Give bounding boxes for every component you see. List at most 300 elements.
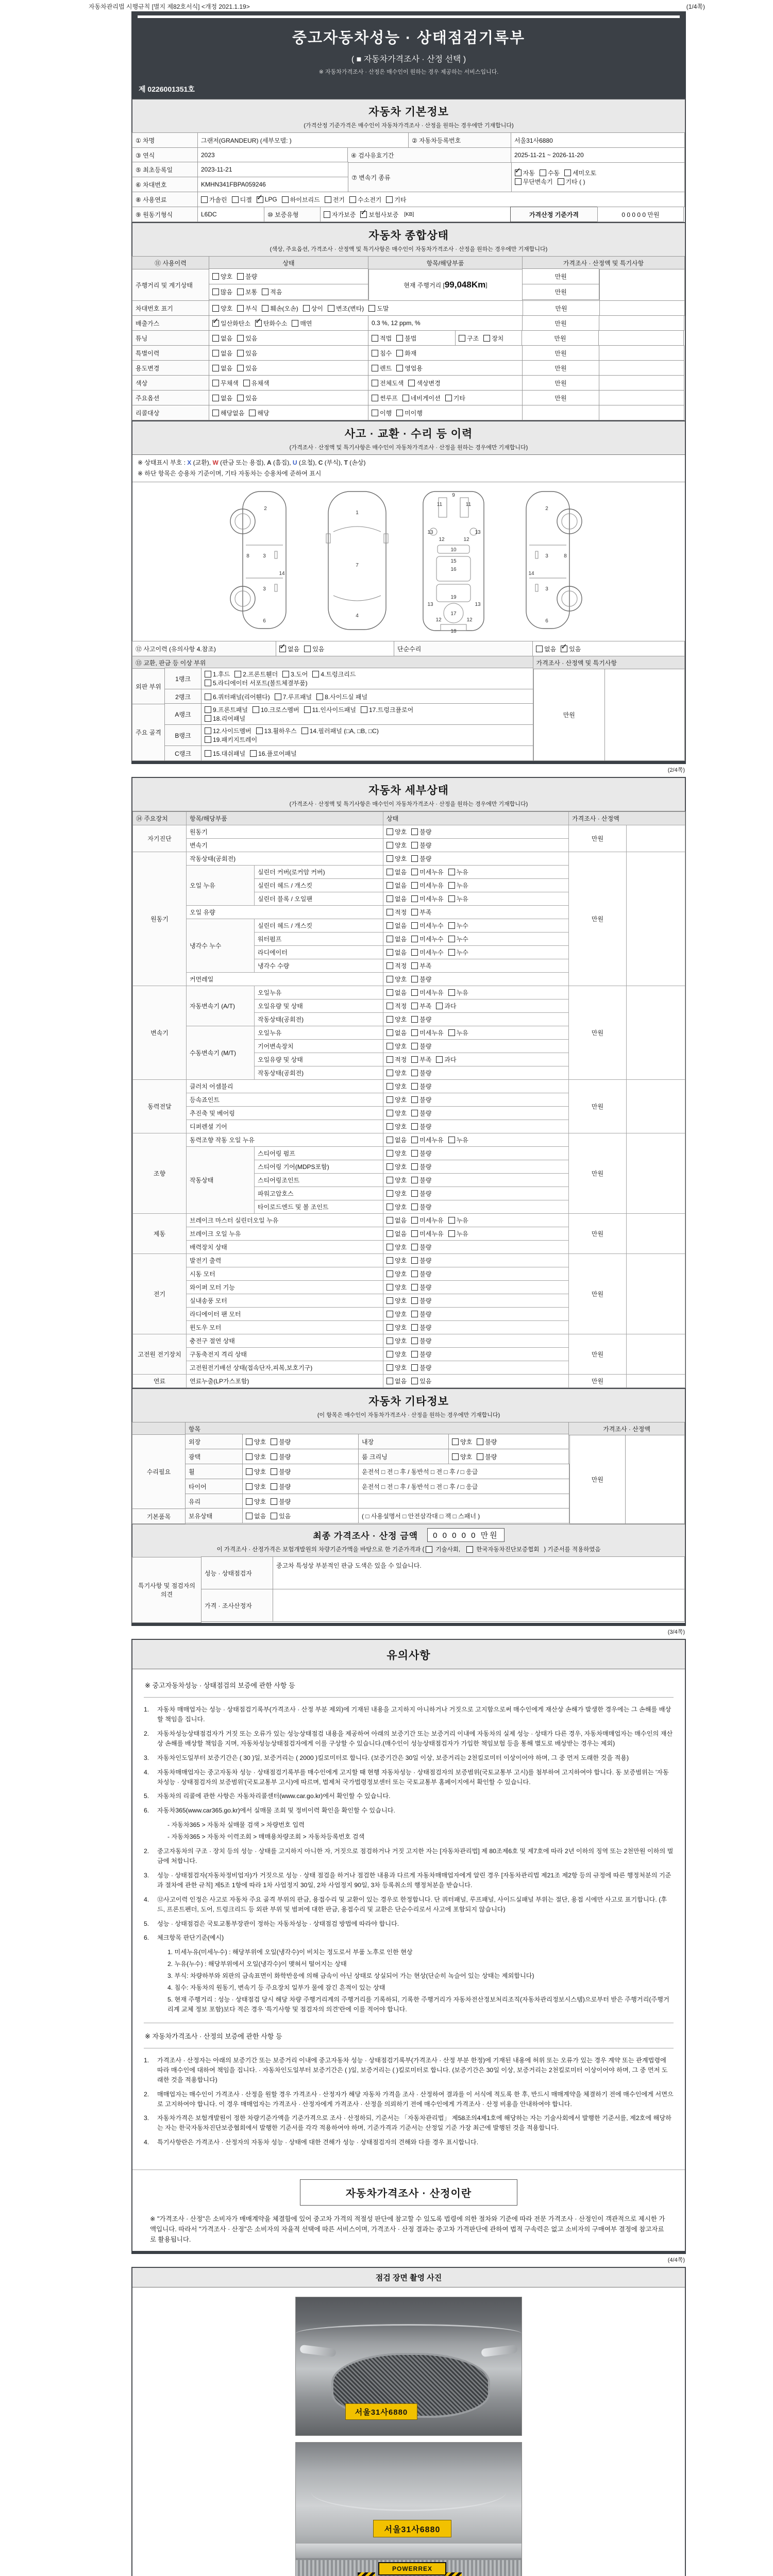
row-label: 차대번호 표기 (132, 300, 209, 316)
checkbox[interactable] (411, 1177, 418, 1183)
diagram-shape (333, 527, 381, 532)
checkbox[interactable] (448, 936, 455, 942)
item-label: 고전원전기배선 상태(접속단자,피복,보호기구) (187, 1361, 383, 1375)
rank-name: C랭크 (164, 745, 201, 761)
checkbox-option (246, 1497, 266, 1506)
checkbox[interactable] (411, 1003, 418, 1009)
checkbox-option (386, 975, 407, 984)
checkbox[interactable] (372, 335, 378, 342)
rank-name: 1랭크 (164, 668, 201, 689)
option-label: 16.플로어패널 (258, 750, 297, 757)
checkbox[interactable] (205, 706, 211, 713)
field-label: ② 자동차등록번호 (408, 132, 511, 148)
checkbox-option (205, 726, 251, 735)
checkbox[interactable] (445, 395, 452, 401)
checkbox[interactable] (246, 1483, 253, 1490)
section-detail-condition (131, 777, 686, 1389)
checkbox[interactable] (292, 320, 298, 327)
table-row (165, 724, 534, 746)
checkbox[interactable] (246, 1513, 253, 1519)
checkbox[interactable] (325, 196, 331, 203)
checkbox[interactable] (271, 1513, 277, 1519)
checkbox[interactable] (564, 170, 571, 176)
checkbox[interactable] (411, 828, 418, 835)
price-cell: 만원 (569, 1254, 627, 1334)
checkbox[interactable] (411, 1096, 418, 1103)
checkbox[interactable] (386, 882, 393, 889)
checkbox[interactable] (411, 1257, 418, 1264)
checkbox[interactable] (411, 1378, 418, 1384)
checkbox[interactable] (386, 1029, 393, 1036)
checkbox[interactable] (483, 335, 490, 342)
state-options (383, 1040, 569, 1053)
option-label: 불량 (279, 1498, 291, 1505)
etc-extra: 운전석 □ 전 □ 후 / 동반석 □ 전 □ 후 / □ 응급 (358, 1464, 569, 1479)
sub-item-label: 실린더 블록 / 오일팬 (255, 892, 383, 906)
checkbox[interactable] (386, 1204, 393, 1210)
checkbox[interactable] (205, 727, 211, 734)
checkbox[interactable] (386, 1110, 393, 1116)
parts-options (368, 390, 523, 405)
checkbox[interactable] (249, 410, 256, 416)
checkbox[interactable] (386, 1177, 393, 1183)
checkbox[interactable] (372, 365, 378, 371)
checkbox[interactable] (408, 380, 415, 386)
checkbox[interactable] (411, 936, 418, 942)
checkbox[interactable] (386, 1351, 393, 1358)
option-label: 불량 (419, 855, 432, 862)
checkbox[interactable] (246, 1498, 253, 1505)
checkbox[interactable] (271, 1483, 277, 1490)
section-subtitle: (색상, 주요옵션, 가격조사 · 산정액 및 특기사항은 매수인이 자동차가격조사 · 산정을 원하는 경우에만 기재합니다) (270, 246, 548, 252)
device-group-label: 고전원 전기장치 (133, 1334, 187, 1375)
checkbox[interactable] (237, 350, 244, 357)
checkbox[interactable] (212, 273, 219, 280)
checkbox[interactable] (386, 1284, 393, 1291)
checkbox[interactable] (212, 365, 219, 371)
checkbox[interactable] (448, 869, 455, 875)
page-divider-bar (131, 761, 686, 764)
checkbox[interactable] (411, 1150, 418, 1157)
checkbox[interactable] (411, 989, 418, 996)
option-label: 없음 (395, 922, 407, 929)
table-row (523, 268, 600, 284)
checkbox[interactable] (212, 335, 219, 342)
detail-heading (132, 778, 685, 811)
checkbox[interactable] (411, 1070, 418, 1076)
checkbox[interactable] (386, 1217, 393, 1224)
checkbox-option (411, 1162, 431, 1171)
checkbox[interactable] (304, 646, 311, 652)
checkbox[interactable] (386, 842, 393, 849)
checkbox[interactable] (558, 178, 564, 185)
checkbox[interactable] (205, 693, 211, 700)
checkbox[interactable] (328, 305, 334, 312)
diagram-part-number: 19 (450, 595, 457, 600)
option-label: 18.리어패널 (213, 715, 246, 722)
option-label: 누수 (456, 922, 468, 929)
option-label: 과다 (444, 1002, 457, 1010)
checkbox[interactable] (477, 1453, 483, 1460)
checkbox[interactable] (237, 365, 244, 371)
notice-item-number: 2. (144, 1848, 149, 1855)
checkbox[interactable] (271, 1498, 277, 1505)
checkbox[interactable] (237, 305, 244, 312)
checkbox[interactable] (411, 1204, 418, 1210)
notice-item-text: 특기사항란은 가격조사 · 산정자의 자동차 성능 · 상태에 대한 견해가 성능 · 상태점검자의 견해와 다를 경우 표시합니다. (157, 2139, 479, 2146)
checkbox[interactable] (386, 922, 393, 929)
notice-item (144, 2056, 674, 2085)
checkbox[interactable] (386, 1364, 393, 1371)
checkbox[interactable] (386, 1056, 393, 1063)
checkbox[interactable] (205, 680, 211, 686)
table-row (132, 269, 685, 301)
checkbox[interactable] (411, 922, 418, 929)
checkbox[interactable] (255, 320, 262, 327)
checkbox[interactable] (515, 170, 522, 176)
checkbox[interactable] (411, 1364, 418, 1371)
section-photos (131, 2267, 686, 2576)
checkbox[interactable] (386, 869, 393, 875)
option-label: 불량 (419, 1257, 432, 1264)
checkbox[interactable] (205, 671, 211, 677)
state-options (383, 1227, 569, 1241)
checkbox[interactable] (271, 1453, 277, 1460)
checkbox[interactable] (411, 855, 418, 862)
checkbox[interactable] (271, 1438, 277, 1445)
checkbox[interactable] (386, 1070, 393, 1076)
checkbox[interactable] (386, 1137, 393, 1143)
legend-code: X (187, 459, 192, 466)
checkbox-option (411, 894, 443, 903)
checkbox[interactable] (477, 1438, 483, 1445)
option-label: 불량 (279, 1438, 291, 1446)
checkbox[interactable] (386, 1244, 393, 1250)
checkbox[interactable] (205, 736, 211, 743)
checkbox[interactable] (386, 855, 393, 862)
checkbox[interactable] (411, 949, 418, 956)
option-label: 하이브리드 (290, 196, 320, 204)
etc-rows (132, 1435, 570, 1524)
checkbox[interactable] (448, 895, 455, 902)
checkbox[interactable] (411, 1083, 418, 1090)
checkbox[interactable] (237, 289, 244, 295)
table-row (132, 405, 685, 420)
checkbox[interactable] (301, 727, 308, 734)
checkbox[interactable] (396, 335, 403, 342)
checkbox[interactable] (411, 1297, 418, 1304)
headlight-left (299, 2345, 336, 2357)
option-label: 있음 (245, 334, 258, 342)
vehicle-diagram (132, 482, 685, 641)
checkbox[interactable] (411, 1029, 418, 1036)
checkbox-option (515, 177, 553, 186)
odometer-cell (368, 269, 523, 301)
checkbox-option (325, 195, 345, 204)
checkbox[interactable] (257, 196, 263, 203)
checkbox[interactable] (232, 196, 239, 203)
checkbox[interactable] (448, 882, 455, 889)
checkbox[interactable] (303, 305, 310, 312)
checkbox[interactable] (411, 882, 418, 889)
checkbox[interactable] (411, 976, 418, 982)
checkbox[interactable] (411, 1270, 418, 1277)
checkbox[interactable] (448, 922, 455, 929)
checkbox[interactable] (386, 1378, 393, 1384)
checkbox[interactable] (243, 380, 250, 386)
checkbox[interactable] (205, 750, 211, 757)
checkbox[interactable] (212, 395, 219, 401)
checkbox[interactable] (386, 1297, 393, 1304)
legend-desc: (흠집), (271, 459, 293, 466)
checkbox[interactable] (212, 320, 219, 327)
checkbox[interactable] (275, 693, 281, 700)
checkbox[interactable] (386, 989, 393, 996)
checkbox[interactable] (396, 350, 403, 357)
diagram-shape (230, 492, 286, 629)
checkbox[interactable] (411, 869, 418, 875)
checkbox[interactable] (436, 1056, 443, 1063)
notice-item-number: 4. (144, 1768, 149, 1776)
checkbox[interactable] (237, 395, 244, 401)
checkbox[interactable] (212, 410, 219, 416)
checkbox[interactable] (256, 727, 263, 734)
checkbox[interactable] (372, 350, 378, 357)
price-cell: 만원 (569, 1435, 626, 1524)
table-row (132, 641, 685, 656)
rank-rows (132, 669, 534, 761)
option-label: 미세누유 (419, 989, 444, 996)
checkbox[interactable] (304, 706, 311, 713)
checkbox[interactable] (386, 1096, 393, 1103)
checkbox[interactable] (386, 1123, 393, 1130)
checkbox[interactable] (386, 1083, 393, 1090)
etc-row-label: 타이어 (185, 1479, 243, 1494)
checkbox[interactable] (448, 1137, 455, 1143)
state-options (383, 1187, 569, 1200)
checkbox[interactable] (372, 395, 378, 401)
checkbox[interactable] (466, 1546, 473, 1553)
row-label: 주요옵션 (132, 390, 209, 405)
price-cell: 만원 (533, 669, 605, 761)
checkbox[interactable] (386, 1043, 393, 1049)
checkbox[interactable] (360, 211, 367, 218)
table-row (201, 1589, 685, 1622)
checkbox[interactable] (386, 895, 393, 902)
checkbox[interactable] (515, 178, 522, 185)
checkbox[interactable] (282, 671, 289, 677)
checkbox[interactable] (237, 335, 244, 342)
checkbox[interactable] (411, 1324, 418, 1331)
checkbox-option (448, 881, 468, 890)
checkbox[interactable] (386, 196, 393, 203)
checkbox[interactable] (361, 706, 367, 713)
option-label: 불량 (419, 1270, 432, 1278)
checkbox-option (411, 1229, 443, 1238)
checkbox[interactable] (386, 949, 393, 956)
notice-item-number: 2. (144, 2090, 149, 2098)
rank-item-line (205, 670, 530, 679)
checkbox-option (386, 1109, 407, 1117)
checkbox[interactable] (402, 395, 409, 401)
checkbox[interactable] (237, 273, 244, 280)
option-label: 불량 (419, 1149, 432, 1157)
option-label: 색상변경 (416, 379, 441, 387)
checkbox[interactable] (212, 289, 219, 295)
checkbox[interactable] (234, 671, 241, 677)
checkbox[interactable] (436, 1003, 443, 1009)
checkbox[interactable] (386, 962, 393, 969)
diagram-part-number: 17 (450, 611, 457, 617)
checkbox-option (448, 1229, 468, 1238)
checkbox[interactable] (540, 170, 546, 176)
checkbox[interactable] (411, 1110, 418, 1116)
checkbox[interactable] (536, 646, 543, 652)
notes-cell (599, 300, 685, 316)
checkbox[interactable] (448, 949, 455, 956)
state-options (383, 1013, 569, 1026)
checkbox[interactable] (262, 305, 268, 312)
checkbox-option (411, 841, 431, 850)
checkbox[interactable] (386, 1270, 393, 1277)
checkbox[interactable] (316, 693, 323, 700)
checkbox-option (386, 854, 407, 863)
checkbox[interactable] (271, 1468, 277, 1475)
option-label: 양호 (254, 1468, 266, 1476)
state-options (383, 1334, 569, 1348)
checkbox[interactable] (411, 1190, 418, 1197)
checkbox[interactable] (386, 936, 393, 942)
checkbox[interactable] (452, 1453, 459, 1460)
checkbox[interactable] (448, 1217, 455, 1224)
item-label: 원동기 (187, 825, 383, 839)
checkbox-option (411, 1002, 431, 1010)
checkbox-option (212, 364, 232, 372)
legend-desc: (요철), (297, 459, 318, 466)
checkbox-option (448, 1216, 468, 1225)
checkbox[interactable] (411, 895, 418, 902)
checkbox[interactable] (386, 828, 393, 835)
final-note-prefix: 이 가격조사 · 산정가격은 보험개발원의 차량기준가액을 바탕으로 한 기준가격과 ( (216, 1547, 425, 1553)
checkbox[interactable] (411, 1043, 418, 1049)
checkbox[interactable] (246, 1453, 253, 1460)
checkbox[interactable] (396, 365, 403, 371)
checkbox[interactable] (459, 335, 465, 342)
checkbox[interactable] (411, 1230, 418, 1237)
checkbox[interactable] (411, 1016, 418, 1023)
checkbox[interactable] (411, 1244, 418, 1250)
checkbox-option (411, 1109, 431, 1117)
checkbox[interactable] (324, 211, 330, 218)
table-row (132, 207, 685, 222)
checkbox[interactable] (386, 1016, 393, 1023)
checkbox[interactable] (411, 909, 418, 916)
checkbox[interactable] (411, 1163, 418, 1170)
checkbox[interactable] (411, 1284, 418, 1291)
checkbox[interactable] (246, 1438, 253, 1445)
checkbox[interactable] (212, 305, 219, 312)
checkbox[interactable] (452, 1438, 459, 1445)
checkbox[interactable] (212, 380, 219, 386)
checkbox[interactable] (396, 410, 403, 416)
notice-item (144, 1919, 674, 1929)
checkbox[interactable] (386, 1003, 393, 1009)
checkbox[interactable] (205, 715, 211, 722)
checkbox[interactable] (386, 909, 393, 916)
checkbox[interactable] (386, 1257, 393, 1264)
sub-item-label: 파워고압호스 (255, 1187, 383, 1200)
simple-repair-options (532, 641, 685, 656)
photo-section-title: 점검 장면 촬영 사진 (132, 2268, 685, 2287)
checkbox-option (386, 1350, 407, 1359)
checkbox[interactable] (282, 196, 289, 203)
checkbox[interactable] (372, 380, 378, 386)
section-accident-history (131, 420, 686, 762)
row-label: 배출가스 (132, 315, 209, 331)
diagram-shape (326, 492, 388, 630)
opinion-label: 특기사항 및 점검자의 의견 (132, 1557, 201, 1623)
checkbox[interactable] (386, 976, 393, 982)
checkbox[interactable] (426, 1546, 432, 1553)
checkbox[interactable] (262, 289, 268, 295)
checkbox[interactable] (372, 410, 378, 416)
checkbox[interactable] (411, 1056, 418, 1063)
checkbox[interactable] (411, 962, 418, 969)
checkbox[interactable] (312, 671, 319, 677)
diagram-part-number: 14 (279, 571, 285, 577)
table-row (132, 345, 685, 361)
checkbox[interactable] (448, 989, 455, 996)
checkbox[interactable] (411, 1123, 418, 1130)
item-label: 수동변속기 (M/T) (187, 1026, 255, 1080)
checkbox[interactable] (386, 1324, 393, 1331)
checkbox[interactable] (246, 1468, 253, 1475)
page-divider-bar (131, 2251, 686, 2254)
rank-name: B랭크 (164, 724, 201, 746)
checkbox[interactable] (201, 196, 208, 203)
checkbox[interactable] (411, 1337, 418, 1344)
checkbox[interactable] (386, 1163, 393, 1170)
checkbox[interactable] (279, 646, 286, 652)
checkbox[interactable] (386, 1230, 393, 1237)
checkbox[interactable] (253, 706, 259, 713)
option-label: 부족 (419, 962, 432, 970)
checkbox[interactable] (250, 750, 257, 757)
checkbox-option (243, 379, 270, 387)
checkbox[interactable] (386, 1337, 393, 1344)
checkbox[interactable] (349, 196, 356, 203)
etc-row-label: 보유상태 (185, 1508, 243, 1523)
checkbox[interactable] (411, 1137, 418, 1143)
detail-table (132, 811, 685, 1388)
checkbox[interactable] (411, 1311, 418, 1317)
checkbox[interactable] (411, 1351, 418, 1358)
checkbox[interactable] (448, 1029, 455, 1036)
checkbox-option (386, 921, 407, 930)
checkbox[interactable] (561, 646, 567, 652)
checkbox[interactable] (386, 1190, 393, 1197)
checkbox[interactable] (212, 350, 219, 357)
checkbox[interactable] (386, 1150, 393, 1157)
checkbox[interactable] (411, 842, 418, 849)
checkbox-option (212, 409, 244, 417)
checkbox[interactable] (448, 1230, 455, 1237)
option-label: 훼손(오손) (270, 304, 298, 312)
notice-sub-item: 4. 침수: 자동차의 원동기, 변속기 등 주요장치 일부가 물에 잠긴 흔적이 있는 상태 (167, 1984, 385, 1992)
checkbox[interactable] (386, 1311, 393, 1317)
checkbox[interactable] (411, 1217, 418, 1224)
checkbox[interactable] (368, 305, 375, 312)
